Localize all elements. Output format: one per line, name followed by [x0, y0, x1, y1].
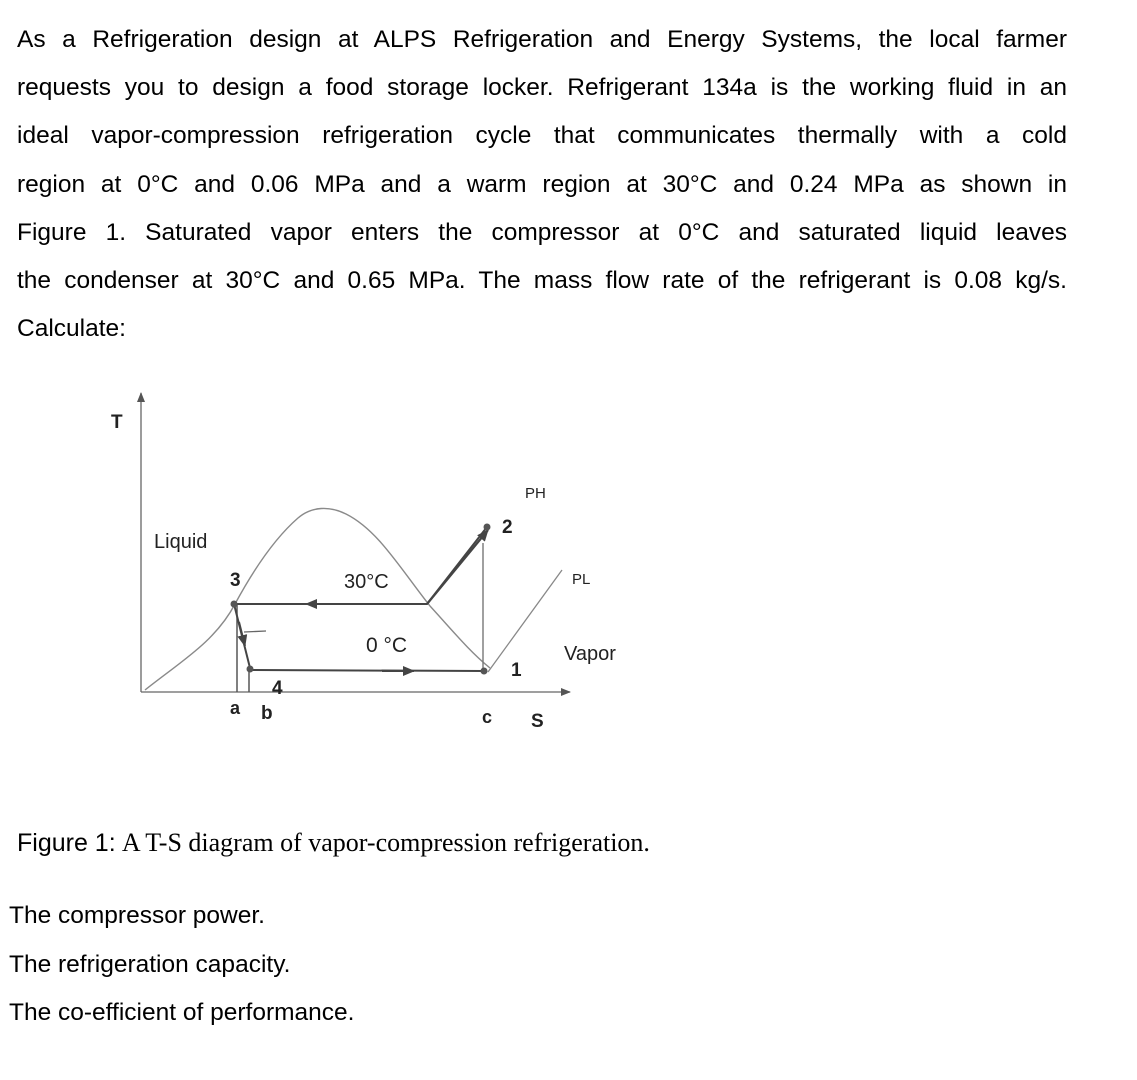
state-point-4 [247, 666, 254, 673]
task-item: The refrigeration capacity. [9, 950, 291, 978]
evaporator-line [250, 670, 484, 671]
point-4-label: 4 [272, 678, 283, 699]
point-3-label: 3 [230, 570, 241, 591]
task-item: The co-efficient of performance. [9, 999, 355, 1026]
task-item: The compressor power. [9, 902, 265, 929]
state-point-3 [231, 601, 238, 608]
s-axis-label: S [531, 711, 544, 732]
caption-label: Figure 1: [17, 829, 116, 857]
state-point-1 [481, 668, 488, 675]
tick-b-label: b [261, 703, 273, 724]
tick-a-label: a [230, 698, 241, 718]
temp-high-label: 30°C [344, 571, 389, 593]
temp-low-label: 0 °C [366, 634, 408, 657]
isobar-low-line [488, 570, 562, 672]
point-2-label: 2 [502, 517, 513, 538]
t-axis-label: T [111, 412, 123, 433]
compression-line [427, 530, 488, 604]
pressure-high-label: PH [525, 485, 546, 502]
state-point-2 [484, 524, 491, 531]
pressure-low-label: PL [572, 571, 591, 588]
problem-line: ideal vapor-compression refrigeration cycle that communicates thermally with a cold [17, 122, 1067, 150]
expansion-arrow [239, 622, 245, 646]
problem-line: region at 0°C and 0.06 MPa and a warm region at 30°C and 0.24 MPa as shown in [17, 170, 1067, 198]
point-1-label: 1 [511, 660, 522, 681]
caption-text: A T-S diagram of vapor-compression refrigeration. [121, 828, 650, 857]
ts-diagram-svg [100, 380, 660, 740]
figure-caption [17, 828, 650, 858]
problem-statement [17, 16, 1067, 353]
vapor-label: Vapor [564, 643, 616, 665]
problem-line: Calculate: [17, 315, 126, 343]
task-list [9, 892, 354, 1038]
problem-line: Figure 1. Saturated vapor enters the compressor at 0°C and saturated liquid leaves [17, 218, 1067, 246]
problem-line: the condenser at 30°C and 0.65 MPa. The mass flow rate of the refrigerant is 0.08 kg/s. [17, 267, 1067, 295]
problem-line: As a Refrigeration design at ALPS Refrigeration and Energy Systems, the local farmer [17, 26, 1067, 53]
ts-diagram [100, 380, 660, 740]
liquid-label: Liquid [154, 531, 208, 553]
tick-c-label: c [482, 707, 493, 727]
problem-line: requests you to design a food storage locker. Refrigerant 134a is the working fluid in an [17, 74, 1067, 102]
expansion-tail [244, 631, 266, 632]
